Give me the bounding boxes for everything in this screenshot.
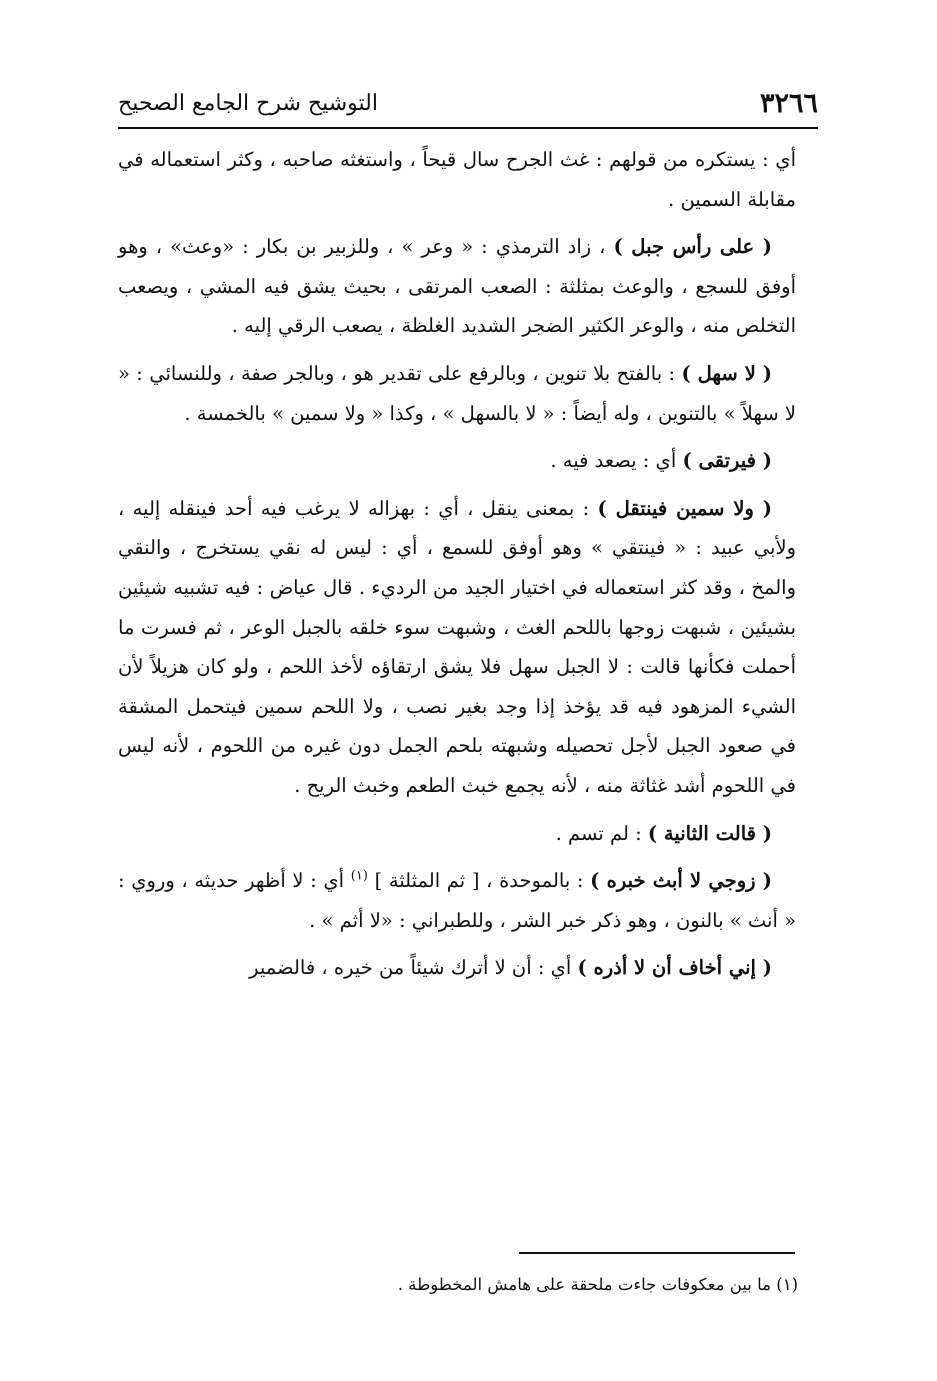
paragraph [118, 227, 796, 346]
paragraph [118, 354, 796, 433]
footnote-rule [519, 1252, 795, 1254]
lemma: ( ولا سمين فينتقل ) [597, 496, 772, 520]
header-rule [118, 127, 818, 129]
paragraph-text: أي : أن لا أترك شيئاً من خيره ، فالضمير [249, 956, 578, 980]
lemma: ( لا سهل ) [681, 361, 772, 385]
paragraph [118, 140, 796, 219]
footnote: (١) ما بين معكوفات جاءت ملحقة على هامش المخطوطة . [397, 1275, 798, 1294]
lemma: ( زوجي لا أبث خبره ) [590, 869, 773, 893]
footnote-reference[interactable]: (١) [350, 868, 368, 884]
lemma: ( قالت الثانية ) [647, 821, 772, 845]
paragraph [118, 814, 796, 854]
page-header [118, 82, 818, 124]
lemma: ( على رأس جبل ) [613, 235, 772, 259]
paragraph-text: : بالفتح بلا تنوين ، وبالرفع على تقدير هو ، وبالجر صفة ، وللنسائي : « لا سهلاً » بالتنوين ، وله أيضاً : « لا بالسهل » ، وكذا « ولا سمين » بالخمسة . [118, 361, 796, 425]
page-number: ٣٢٦٦ [759, 87, 818, 119]
body-text [118, 140, 796, 996]
paragraph [118, 489, 796, 806]
paragraph-text: أي : لا أظهر حديثه ، وروي : « أنث » بالنون ، وهو ذكر خبر الشر ، وللطبراني : «لا أثم » . [118, 869, 796, 932]
paragraph-text: أي : يستكره من قولهم : غث الجرح سال قيحاً ، واستغثه صاحبه ، وكثر استعماله في مقابلة السمين . [118, 148, 796, 211]
paragraph-text: أي : يصعد فيه . [550, 449, 683, 473]
paragraph-text: : بمعنى ينقل ، أي : بهزاله لا يرغب فيه أحد فينقله إليه ، ولأبي عبيد : « فينتقي » وهو أوفق للسمع ، أي : ليس له نقي يستخرج ، والنقي والمخ ، وقد كثر استعماله في اختيار الجيد من الرديء . قال عياض : فيه تشبيه شيئين بشيئين ، شبهت زوجها باللحم الغث ، وشبهت سوء خلقه بالجبل الوعر ، ثم فسرت ما أحملت فكأنها قالت : لا الجبل سهل فلا يشق ارتقاؤه لأخذ اللحم ، ولو كان هزيلاً لأن الشيء المزهود فيه قد يؤخذ إذا وجد بغير نصب ، ولا اللحم سمين فيتحمل المشقة في صعود الجبل لأجل تحصيله وشبهته بلحم الجمل دون غيره من اللحوم ، لأنه ليس في اللحوم أشد غثاثة منه ، لأنه يجمع خبث الطعم وخبث الريح . [118, 496, 796, 797]
lemma: ( إني أخاف أن لا أذره ) [577, 956, 772, 980]
paragraph-text: : بالموحدة ، [ ثم المثلثة ] [374, 869, 591, 893]
paragraph-text: : لم تسم . [555, 821, 648, 845]
paragraph [118, 948, 796, 988]
lemma: ( فيرتقى ) [682, 449, 772, 473]
paragraph [118, 861, 796, 940]
paragraph [118, 441, 796, 481]
running-title: التوشيح شرح الجامع الصحيح [118, 90, 378, 116]
paragraph-text: ، زاد الترمذي : « وعر » ، وللزبير بن بكار : «وعث» ، وهو أوفق للسجع ، والوعث بمثلثة : الصعب المرتقى ، بحيث يشق فيه المشي ، ويصعب التخلص منه ، والوعر الكثير الضجر الشديد الغلظة ، يصعب الرقي إليه . [118, 235, 796, 338]
